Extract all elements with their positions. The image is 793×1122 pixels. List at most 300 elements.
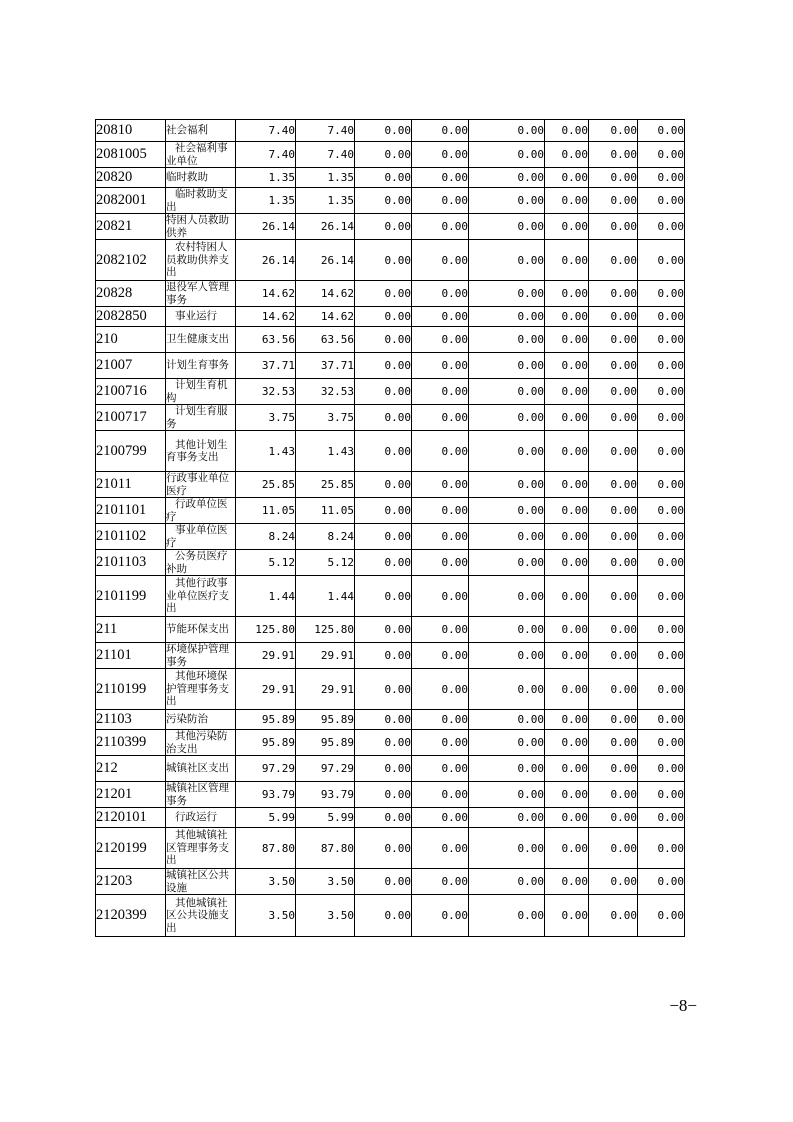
- amount-cell: 0.00: [469, 782, 545, 808]
- amount-cell: 0.00: [638, 576, 685, 617]
- amount-cell: 0.00: [355, 353, 412, 379]
- amount-cell: 0.00: [355, 669, 412, 710]
- amount-cell: 0.00: [412, 379, 469, 405]
- amount-cell: 0.00: [412, 214, 469, 240]
- amount-cell: 95.89: [236, 710, 296, 730]
- subject-code: 2101101: [96, 498, 166, 524]
- amount-cell: 0.00: [545, 379, 589, 405]
- amount-cell: 0.00: [355, 730, 412, 756]
- amount-cell: 0.00: [355, 168, 412, 188]
- amount-cell: 0.00: [412, 643, 469, 669]
- amount-cell: 0.00: [545, 405, 589, 431]
- table-row: [96, 669, 685, 710]
- amount-cell: 7.40: [236, 142, 296, 168]
- amount-cell: 0.00: [355, 808, 412, 828]
- amount-cell: 0.00: [589, 379, 638, 405]
- table-row: [96, 782, 685, 808]
- amount-cell: 0.00: [355, 524, 412, 550]
- amount-cell: 0.00: [355, 240, 412, 281]
- amount-cell: 0.00: [589, 756, 638, 782]
- amount-cell: 0.00: [469, 808, 545, 828]
- amount-cell: 1.35: [296, 188, 355, 214]
- table-row: [96, 524, 685, 550]
- subject-code: 21203: [96, 869, 166, 895]
- amount-cell: 0.00: [469, 643, 545, 669]
- amount-cell: 1.44: [296, 576, 355, 617]
- amount-cell: 0.00: [355, 142, 412, 168]
- amount-cell: 93.79: [236, 782, 296, 808]
- subject-code: 21007: [96, 353, 166, 379]
- amount-cell: 0.00: [469, 327, 545, 353]
- table-row: [96, 327, 685, 353]
- amount-cell: 11.05: [296, 498, 355, 524]
- amount-cell: 1.35: [236, 188, 296, 214]
- amount-cell: 0.00: [355, 828, 412, 869]
- amount-cell: 0.00: [469, 730, 545, 756]
- amount-cell: 26.14: [296, 214, 355, 240]
- table-row: [96, 307, 685, 327]
- amount-cell: 0.00: [412, 168, 469, 188]
- table-row: [96, 431, 685, 472]
- amount-cell: 0.00: [355, 869, 412, 895]
- amount-cell: 0.00: [589, 168, 638, 188]
- amount-cell: 0.00: [412, 524, 469, 550]
- amount-cell: 0.00: [545, 142, 589, 168]
- amount-cell: 0.00: [589, 710, 638, 730]
- amount-cell: 0.00: [589, 550, 638, 576]
- amount-cell: 0.00: [589, 498, 638, 524]
- amount-cell: 0.00: [355, 576, 412, 617]
- amount-cell: 1.43: [236, 431, 296, 472]
- subject-name: 行政运行: [166, 808, 236, 828]
- amount-cell: 0.00: [545, 120, 589, 142]
- subject-name: 临时救助: [166, 168, 236, 188]
- amount-cell: 0.00: [545, 669, 589, 710]
- amount-cell: 0.00: [589, 808, 638, 828]
- table-row: [96, 405, 685, 431]
- table-row: [96, 120, 685, 142]
- amount-cell: 0.00: [545, 524, 589, 550]
- amount-cell: 0.00: [469, 405, 545, 431]
- amount-cell: 0.00: [638, 431, 685, 472]
- amount-cell: 0.00: [545, 240, 589, 281]
- amount-cell: 0.00: [545, 307, 589, 327]
- amount-cell: 0.00: [469, 120, 545, 142]
- amount-cell: 0.00: [412, 617, 469, 643]
- subject-name: 事业单位医疗: [166, 524, 236, 550]
- amount-cell: 1.35: [236, 168, 296, 188]
- table-row: [96, 808, 685, 828]
- subject-code: 2120399: [96, 895, 166, 937]
- subject-name: 计划生育服务: [166, 405, 236, 431]
- table-row: [96, 498, 685, 524]
- table-row: [96, 643, 685, 669]
- subject-code: 2101103: [96, 550, 166, 576]
- amount-cell: 0.00: [469, 168, 545, 188]
- amount-cell: 0.00: [469, 524, 545, 550]
- amount-cell: 87.80: [296, 828, 355, 869]
- amount-cell: 0.00: [638, 188, 685, 214]
- amount-cell: 29.91: [236, 669, 296, 710]
- subject-code: 2100717: [96, 405, 166, 431]
- amount-cell: 0.00: [469, 550, 545, 576]
- subject-code: 20820: [96, 168, 166, 188]
- amount-cell: 0.00: [589, 782, 638, 808]
- amount-cell: 0.00: [412, 828, 469, 869]
- subject-code: 2082001: [96, 188, 166, 214]
- amount-cell: 0.00: [469, 869, 545, 895]
- amount-cell: 0.00: [589, 869, 638, 895]
- amount-cell: 0.00: [355, 405, 412, 431]
- subject-code: 2081005: [96, 142, 166, 168]
- amount-cell: 0.00: [355, 379, 412, 405]
- subject-name: 特困人员救助供养: [166, 214, 236, 240]
- amount-cell: 25.85: [296, 472, 355, 498]
- amount-cell: 93.79: [296, 782, 355, 808]
- amount-cell: 0.00: [469, 379, 545, 405]
- subject-code: 21101: [96, 643, 166, 669]
- table-row: [96, 828, 685, 869]
- amount-cell: 1.35: [296, 168, 355, 188]
- amount-cell: 0.00: [469, 353, 545, 379]
- subject-code: 2082850: [96, 307, 166, 327]
- amount-cell: 0.00: [545, 710, 589, 730]
- amount-cell: 0.00: [355, 307, 412, 327]
- subject-code: 20821: [96, 214, 166, 240]
- amount-cell: 26.14: [296, 240, 355, 281]
- amount-cell: 0.00: [355, 431, 412, 472]
- amount-cell: 0.00: [638, 281, 685, 307]
- amount-cell: 0.00: [589, 828, 638, 869]
- amount-cell: 0.00: [589, 576, 638, 617]
- amount-cell: 0.00: [638, 120, 685, 142]
- amount-cell: 0.00: [545, 188, 589, 214]
- amount-cell: 0.00: [589, 240, 638, 281]
- amount-cell: 0.00: [469, 895, 545, 937]
- amount-cell: 0.00: [412, 431, 469, 472]
- amount-cell: 3.50: [236, 869, 296, 895]
- amount-cell: 14.62: [296, 307, 355, 327]
- amount-cell: 0.00: [545, 214, 589, 240]
- subject-name: 污染防治: [166, 710, 236, 730]
- subject-code: 2110399: [96, 730, 166, 756]
- amount-cell: 0.00: [638, 472, 685, 498]
- amount-cell: 29.91: [296, 643, 355, 669]
- amount-cell: 0.00: [412, 120, 469, 142]
- amount-cell: 8.24: [296, 524, 355, 550]
- amount-cell: 0.00: [589, 214, 638, 240]
- subject-code: 2120101: [96, 808, 166, 828]
- subject-name: 其他计划生育事务支出: [166, 431, 236, 472]
- amount-cell: 0.00: [412, 782, 469, 808]
- amount-cell: 0.00: [545, 472, 589, 498]
- amount-cell: 0.00: [638, 730, 685, 756]
- amount-cell: 0.00: [589, 895, 638, 937]
- subject-name: 其他城镇社区公共设施支出: [166, 895, 236, 937]
- amount-cell: 0.00: [589, 730, 638, 756]
- amount-cell: 0.00: [412, 756, 469, 782]
- subject-name: 卫生健康支出: [166, 327, 236, 353]
- subject-code: 210: [96, 327, 166, 353]
- amount-cell: 0.00: [638, 168, 685, 188]
- amount-cell: 0.00: [638, 782, 685, 808]
- amount-cell: 0.00: [638, 405, 685, 431]
- amount-cell: 0.00: [469, 576, 545, 617]
- amount-cell: 0.00: [589, 281, 638, 307]
- table-row: [96, 168, 685, 188]
- amount-cell: 97.29: [236, 756, 296, 782]
- amount-cell: 11.05: [236, 498, 296, 524]
- subject-name: 社会福利: [166, 120, 236, 142]
- amount-cell: 5.12: [236, 550, 296, 576]
- amount-cell: 0.00: [638, 869, 685, 895]
- amount-cell: 0.00: [545, 895, 589, 937]
- amount-cell: 0.00: [355, 281, 412, 307]
- amount-cell: 0.00: [469, 240, 545, 281]
- amount-cell: 0.00: [589, 405, 638, 431]
- subject-code: 20810: [96, 120, 166, 142]
- amount-cell: 29.91: [236, 643, 296, 669]
- subject-name: 退役军人管理事务: [166, 281, 236, 307]
- subject-code: 2110199: [96, 669, 166, 710]
- amount-cell: 26.14: [236, 214, 296, 240]
- amount-cell: 0.00: [469, 756, 545, 782]
- table-row: [96, 617, 685, 643]
- amount-cell: 0.00: [638, 307, 685, 327]
- amount-cell: 1.43: [296, 431, 355, 472]
- amount-cell: 0.00: [412, 142, 469, 168]
- amount-cell: 7.40: [296, 120, 355, 142]
- amount-cell: 0.00: [545, 828, 589, 869]
- amount-cell: 0.00: [638, 617, 685, 643]
- amount-cell: 3.50: [296, 895, 355, 937]
- amount-cell: 95.89: [236, 730, 296, 756]
- amount-cell: 0.00: [412, 550, 469, 576]
- table-row: [96, 869, 685, 895]
- subject-name: 城镇社区支出: [166, 756, 236, 782]
- amount-cell: 0.00: [545, 431, 589, 472]
- amount-cell: 0.00: [638, 756, 685, 782]
- amount-cell: 0.00: [638, 895, 685, 937]
- amount-cell: 5.99: [296, 808, 355, 828]
- amount-cell: 0.00: [545, 730, 589, 756]
- amount-cell: 0.00: [638, 524, 685, 550]
- amount-cell: 0.00: [589, 327, 638, 353]
- amount-cell: 0.00: [412, 240, 469, 281]
- amount-cell: 1.44: [236, 576, 296, 617]
- amount-cell: 0.00: [469, 281, 545, 307]
- amount-cell: 37.71: [236, 353, 296, 379]
- amount-cell: 14.62: [236, 307, 296, 327]
- amount-cell: 14.62: [236, 281, 296, 307]
- amount-cell: 0.00: [638, 550, 685, 576]
- amount-cell: 0.00: [545, 869, 589, 895]
- amount-cell: 0.00: [355, 643, 412, 669]
- amount-cell: 0.00: [469, 498, 545, 524]
- table-row: [96, 576, 685, 617]
- table-row: [96, 142, 685, 168]
- table-row: [96, 188, 685, 214]
- amount-cell: 0.00: [412, 472, 469, 498]
- amount-cell: 0.00: [355, 120, 412, 142]
- budget-table: [95, 119, 685, 937]
- amount-cell: 0.00: [638, 240, 685, 281]
- amount-cell: 0.00: [469, 214, 545, 240]
- amount-cell: 0.00: [589, 617, 638, 643]
- table-row: [96, 472, 685, 498]
- amount-cell: 0.00: [589, 353, 638, 379]
- amount-cell: 0.00: [545, 168, 589, 188]
- amount-cell: 0.00: [355, 550, 412, 576]
- amount-cell: 0.00: [545, 550, 589, 576]
- subject-name: 环境保护管理事务: [166, 643, 236, 669]
- amount-cell: 3.75: [236, 405, 296, 431]
- amount-cell: 0.00: [589, 120, 638, 142]
- subject-code: 21103: [96, 710, 166, 730]
- subject-code: 2101199: [96, 576, 166, 617]
- amount-cell: 0.00: [545, 643, 589, 669]
- subject-name: 计划生育事务: [166, 353, 236, 379]
- amount-cell: 0.00: [355, 214, 412, 240]
- table-row: [96, 281, 685, 307]
- amount-cell: 0.00: [638, 643, 685, 669]
- amount-cell: 0.00: [412, 188, 469, 214]
- amount-cell: 0.00: [412, 669, 469, 710]
- amount-cell: 0.00: [589, 307, 638, 327]
- amount-cell: 29.91: [296, 669, 355, 710]
- amount-cell: 0.00: [589, 188, 638, 214]
- amount-cell: 0.00: [638, 828, 685, 869]
- subject-name: 其他行政事业单位医疗支出: [166, 576, 236, 617]
- amount-cell: 7.40: [236, 120, 296, 142]
- amount-cell: 0.00: [412, 730, 469, 756]
- amount-cell: 0.00: [545, 353, 589, 379]
- table-row: [96, 240, 685, 281]
- amount-cell: 14.62: [296, 281, 355, 307]
- amount-cell: 0.00: [412, 281, 469, 307]
- table-row: [96, 895, 685, 937]
- amount-cell: 0.00: [412, 307, 469, 327]
- subject-name: 行政事业单位医疗: [166, 472, 236, 498]
- amount-cell: 37.71: [296, 353, 355, 379]
- amount-cell: 0.00: [469, 142, 545, 168]
- amount-cell: 0.00: [638, 214, 685, 240]
- subject-code: 2120199: [96, 828, 166, 869]
- table-row: [96, 214, 685, 240]
- amount-cell: 0.00: [469, 188, 545, 214]
- amount-cell: 0.00: [638, 669, 685, 710]
- amount-cell: 0.00: [638, 353, 685, 379]
- table-row: [96, 710, 685, 730]
- amount-cell: 0.00: [412, 869, 469, 895]
- amount-cell: 97.29: [296, 756, 355, 782]
- amount-cell: 0.00: [355, 498, 412, 524]
- amount-cell: 0.00: [412, 405, 469, 431]
- amount-cell: 0.00: [589, 472, 638, 498]
- amount-cell: 95.89: [296, 710, 355, 730]
- subject-code: 2100799: [96, 431, 166, 472]
- amount-cell: 0.00: [545, 617, 589, 643]
- amount-cell: 32.53: [296, 379, 355, 405]
- amount-cell: 0.00: [355, 472, 412, 498]
- amount-cell: 125.80: [296, 617, 355, 643]
- amount-cell: 0.00: [355, 782, 412, 808]
- amount-cell: 0.00: [355, 710, 412, 730]
- amount-cell: 0.00: [545, 327, 589, 353]
- subject-name: 公务员医疗补助: [166, 550, 236, 576]
- amount-cell: 0.00: [355, 617, 412, 643]
- amount-cell: 0.00: [469, 431, 545, 472]
- amount-cell: 0.00: [469, 617, 545, 643]
- table-row: [96, 730, 685, 756]
- amount-cell: 0.00: [545, 576, 589, 617]
- subject-name: 城镇社区公共设施: [166, 869, 236, 895]
- subject-name: 其他城镇社区管理事务支出: [166, 828, 236, 869]
- amount-cell: 0.00: [589, 142, 638, 168]
- subject-code: 2100716: [96, 379, 166, 405]
- amount-cell: 0.00: [589, 669, 638, 710]
- subject-name: 社会福利事业单位: [166, 142, 236, 168]
- amount-cell: 0.00: [355, 327, 412, 353]
- amount-cell: 0.00: [545, 498, 589, 524]
- subject-code: 212: [96, 756, 166, 782]
- amount-cell: 63.56: [296, 327, 355, 353]
- amount-cell: 95.89: [296, 730, 355, 756]
- amount-cell: 0.00: [412, 327, 469, 353]
- amount-cell: 0.00: [412, 498, 469, 524]
- page-number: −8−: [669, 996, 697, 1015]
- amount-cell: 0.00: [469, 710, 545, 730]
- table-row: [96, 756, 685, 782]
- amount-cell: 0.00: [638, 142, 685, 168]
- amount-cell: 0.00: [469, 828, 545, 869]
- amount-cell: 8.24: [236, 524, 296, 550]
- amount-cell: 63.56: [236, 327, 296, 353]
- amount-cell: 0.00: [412, 808, 469, 828]
- amount-cell: 0.00: [638, 327, 685, 353]
- amount-cell: 7.40: [296, 142, 355, 168]
- amount-cell: 0.00: [638, 808, 685, 828]
- table-row: [96, 353, 685, 379]
- subject-name: 行政单位医疗: [166, 498, 236, 524]
- table-row: [96, 550, 685, 576]
- amount-cell: 0.00: [469, 307, 545, 327]
- budget-table-body: [96, 120, 685, 937]
- amount-cell: 5.99: [236, 808, 296, 828]
- subject-code: 20828: [96, 281, 166, 307]
- subject-name: 农村特困人员救助供养支出: [166, 240, 236, 281]
- amount-cell: 26.14: [236, 240, 296, 281]
- subject-code: 2101102: [96, 524, 166, 550]
- amount-cell: 0.00: [412, 895, 469, 937]
- subject-code: 2082102: [96, 240, 166, 281]
- amount-cell: 3.75: [296, 405, 355, 431]
- amount-cell: 0.00: [638, 498, 685, 524]
- amount-cell: 0.00: [589, 643, 638, 669]
- amount-cell: 0.00: [355, 756, 412, 782]
- amount-cell: 0.00: [638, 379, 685, 405]
- subject-code: 211: [96, 617, 166, 643]
- amount-cell: 3.50: [236, 895, 296, 937]
- amount-cell: 0.00: [589, 524, 638, 550]
- amount-cell: 0.00: [589, 431, 638, 472]
- subject-name: 其他污染防治支出: [166, 730, 236, 756]
- amount-cell: 25.85: [236, 472, 296, 498]
- amount-cell: 0.00: [545, 782, 589, 808]
- subject-name: 其他环境保护管理事务支出: [166, 669, 236, 710]
- amount-cell: 0.00: [469, 472, 545, 498]
- amount-cell: 3.50: [296, 869, 355, 895]
